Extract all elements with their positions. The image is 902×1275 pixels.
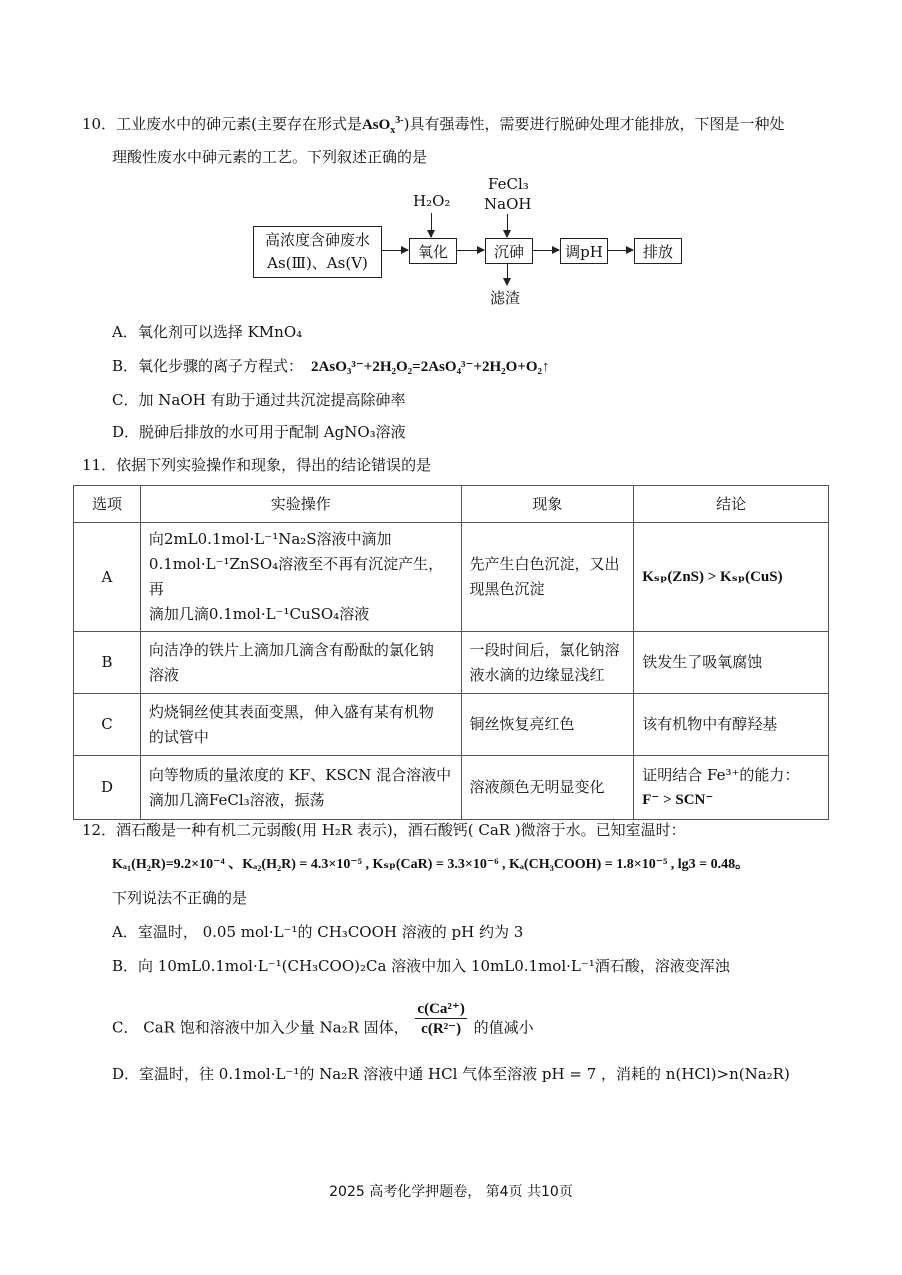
- table-header-row: [74, 486, 829, 523]
- reagent-naoh: NaOH: [484, 195, 532, 213]
- precipitation-box: 沉砷: [485, 238, 533, 264]
- q10-option-c: C．加 NaOH 有助于通过共沉淀提高除砷率: [112, 391, 406, 409]
- q12-option-c: C． CaR 饱和溶液中加入少量 Na₂R 固体， $\frac{\text{c(Ca²⁺)}}{\text{c(R²⁻)}}$ 的值减小: [112, 1001, 534, 1037]
- cell-conclusion: Kₛₚ(ZnS) > Kₛₚ(CuS): [634, 523, 829, 632]
- cell-option: A: [74, 523, 141, 632]
- cell-phenomenon: 一段时间后，氯化钠溶 液水滴的边缘显浅红: [461, 632, 634, 694]
- arrow: [456, 250, 484, 251]
- arrow: [431, 213, 432, 237]
- table-row: [74, 632, 829, 694]
- header-phenomenon: 现象: [461, 486, 634, 523]
- cell-phenomenon: 铜丝恢复亮红色: [461, 694, 634, 756]
- q10-stem-line2: 理酸性废水中砷元素的工艺。下列叙述正确的是: [112, 148, 428, 166]
- discharge-box: 排放: [634, 238, 682, 264]
- arrow: [381, 250, 408, 251]
- q10-option-a: A．氧化剂可以选择 KMnO₄: [112, 323, 303, 341]
- table-row: [74, 756, 829, 820]
- q12-stem: 12．酒石酸是一种有机二元弱酸(用 H₂R 表示)，酒石酸钙( CaR )微溶于水。已知室温时：: [82, 821, 686, 839]
- cell-operation: 向洁净的铁片上滴加几滴含有酚酞的氯化钠 溶液: [140, 632, 461, 694]
- q10-option-d: D．脱砷后排放的水可用于配制 AgNO₃溶液: [112, 423, 406, 441]
- adjust-ph-box: 调pH: [560, 238, 608, 264]
- table-row: [74, 694, 829, 756]
- reagent-h2o2: H₂O₂: [413, 192, 451, 210]
- page-footer: 2025 高考化学押题卷， 第4页 共10页: [329, 1184, 573, 1200]
- residue-label: 滤渣: [490, 289, 521, 307]
- source-box: 高浓度含砷废水 As(Ⅲ)、As(Ⅴ): [253, 226, 382, 278]
- cell-operation: 向等物质的量浓度的 KF、KSCN 混合溶液中 滴加几滴FeCl₃溶液，振荡: [140, 756, 461, 820]
- q12-option-b: B．向 10mL0.1mol·L⁻¹(CH₃COO)₂Ca 溶液中加入 10mL0.1mol·L⁻¹酒石酸，溶液变浑浊: [112, 957, 730, 975]
- ratio-fraction: $\frac{\text{c(Ca²⁺)}}{\text{c(R²⁻)}}$: [417, 1001, 465, 1037]
- header-conclusion: 结论: [634, 486, 829, 523]
- experiment-table: [73, 485, 829, 820]
- cell-conclusion: 该有机物中有醇羟基: [634, 694, 829, 756]
- oxidation-box: 氧化: [409, 238, 457, 264]
- q12-constants: Kₐ₁(H₂R)=9.2×10⁻⁴ 、Kₐ₂(H₂R) = 4.3×10⁻⁵ , Kₛₚ(CaR) = 3.3×10⁻⁶ , Kₐ(CH₃COOH) = 1.8×10⁻⁵ , lg3 = 0.48。: [112, 857, 750, 872]
- arrow: [607, 250, 633, 251]
- cell-option: B: [74, 632, 141, 694]
- arrow: [507, 214, 508, 237]
- arrow: [507, 263, 508, 285]
- q12-option-d: D．室温时，往 0.1mol·L⁻¹的 Na₂R 溶液中通 HCl 气体至溶液 pH = 7 ，消耗的 n(HCl)>n(Na₂R): [112, 1065, 790, 1083]
- cell-phenomenon: 溶液颜色无明显变化: [461, 756, 634, 820]
- q10-stem-line1: 10．工业废水中的砷元素(主要存在形式是AsO$_x^{3-}$)具有强毒性，需要进行脱砷处理才能排放，下图是一种处: [82, 115, 785, 136]
- q12-option-a: A．室温时， 0.05 mol·L⁻¹的 CH₃COOH 溶液的 pH 约为 3: [112, 923, 524, 941]
- reagent-fecl3: FeCl₃: [488, 175, 529, 193]
- table-row: [74, 523, 829, 632]
- q11-stem: 11．依据下列实验操作和现象，得出的结论错误的是: [82, 456, 432, 474]
- cell-option: D: [74, 756, 141, 820]
- header-option: 选项: [74, 486, 141, 523]
- cell-operation: 灼烧铜丝使其表面变黑，伸入盛有某有机物 的试管中: [140, 694, 461, 756]
- header-operation: 实验操作: [140, 486, 461, 523]
- cell-operation: 向2mL0.1mol·L⁻¹Na₂S溶液中滴加 0.1mol·L⁻¹ZnSO₄溶液至不再有沉淀产生，再 滴加几滴0.1mol·L⁻¹CuSO₄溶液: [140, 523, 461, 632]
- q12-prompt: 下列说法不正确的是: [112, 889, 248, 907]
- cell-option: C: [74, 694, 141, 756]
- cell-conclusion: 铁发生了吸氧腐蚀: [634, 632, 829, 694]
- q10-option-b: B．氧化步骤的离子方程式： 2AsO₃³⁻+2H₂O₂=2AsO₄³⁻+2H₂O+O₂↑: [112, 357, 550, 375]
- cell-phenomenon: 先产生白色沉淀，又出 现黑色沉淀: [461, 523, 634, 632]
- cell-conclusion: 证明结合 Fe³⁺的能力： F⁻ > SCN⁻: [634, 756, 829, 820]
- arrow: [532, 250, 559, 251]
